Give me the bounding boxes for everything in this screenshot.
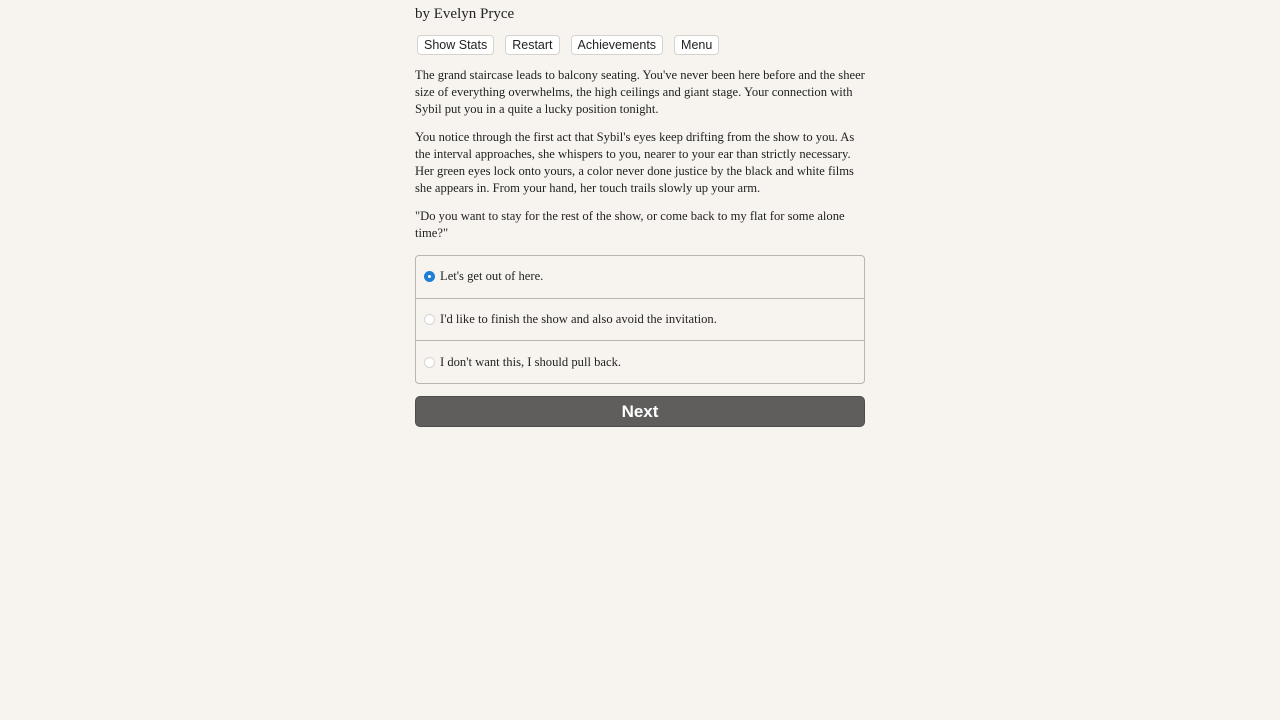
choice-option-finish-show[interactable]	[416, 299, 864, 342]
choice-label: I don't want this, I should pull back.	[440, 354, 622, 369]
restart-button[interactable]: Restart	[505, 35, 559, 55]
show-stats-button[interactable]: Show Stats	[417, 35, 494, 55]
passage-paragraph: The grand staircase leads to balcony seating. You've never been here before and the sheer size of everything overwhelms, the high ceilings and giant stage. Your connection with Sybil put you in a quite a lucky position tonight.	[415, 68, 865, 116]
choice-label: I'd like to finish the show and also avoid the invitation.	[440, 311, 717, 326]
choice-list	[415, 255, 865, 384]
story-passage	[415, 67, 865, 253]
radio-unselected-icon[interactable]	[424, 314, 435, 325]
radio-unselected-icon[interactable]	[424, 357, 435, 368]
radio-selected-icon[interactable]	[424, 271, 435, 282]
passage-paragraph: "Do you want to stay for the rest of the show, or come back to my flat for some alone time?"	[415, 209, 845, 240]
author-byline: by Evelyn Pryce	[415, 6, 515, 22]
achievements-button[interactable]: Achievements	[571, 35, 664, 55]
choice-option-pull-back[interactable]	[416, 341, 864, 384]
passage-paragraph: You notice through the first act that Sybil's eyes keep drifting from the show to you. As the interval approaches, she whispers to you, nearer to your ear than strictly necessary. Her green eyes lock onto yours, a color never done justice by the black and white films she appears in. From your hand, her touch trails slowly up your arm.	[415, 130, 855, 195]
toolbar	[417, 35, 719, 55]
next-button[interactable]: Next	[415, 396, 865, 427]
choice-option-get-out[interactable]	[416, 256, 864, 299]
menu-button[interactable]: Menu	[674, 35, 719, 55]
choice-label: Let's get out of here.	[440, 269, 544, 284]
